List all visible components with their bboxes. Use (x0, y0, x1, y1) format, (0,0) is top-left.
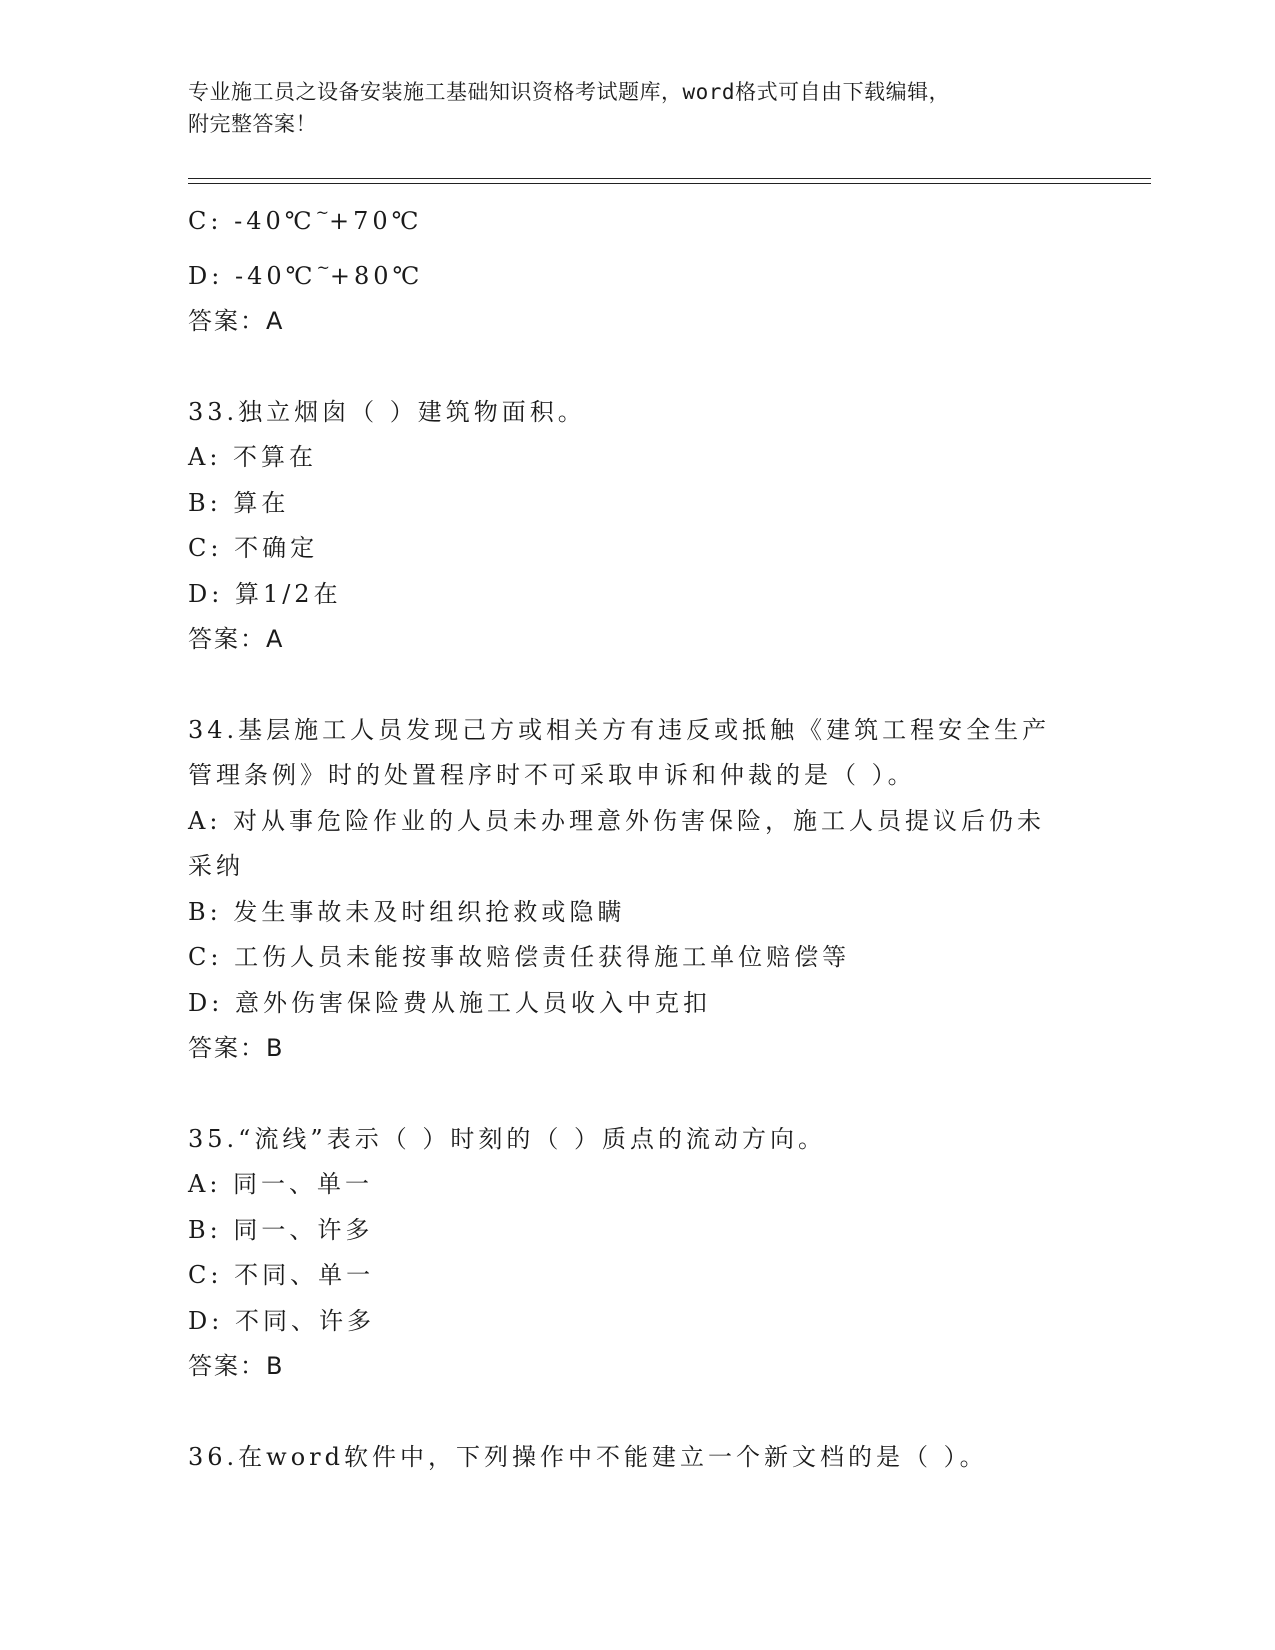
option-label: C: (188, 207, 223, 235)
q34-option-d: D: 意外伤害保险费从施工人员收入中克扣 (188, 988, 711, 1017)
q33-option-b: B: 算在 (188, 488, 290, 517)
q34-option-c: C: 工伤人员未能按事故赔偿责任获得施工单位赔偿等 (188, 943, 851, 971)
q33-stem: 33.独立烟囱（ ）建筑物面积。 (188, 397, 586, 426)
q34-option-b: B: 发生事故未及时组织抢救或隐瞒 (188, 897, 626, 926)
q35-answer: 答案：B (188, 1352, 285, 1380)
q34-option-a-line-2: 采纳 (188, 852, 244, 880)
tilde-mark: ~ (316, 257, 330, 277)
q32-option-d (188, 245, 1088, 300)
q35-option-a: A: 同一、单一 (188, 1170, 374, 1198)
option-value-start: -40℃ (234, 261, 317, 290)
q34-answer: 答案：B (188, 1034, 285, 1062)
q33-answer: 答案：A (188, 625, 285, 653)
q35-option-d: D: 不同、许多 (188, 1306, 375, 1335)
q32-option-c (188, 190, 1088, 245)
option-value-end: +80℃ (329, 261, 424, 290)
header-divider-top (188, 178, 1151, 179)
header-line-2: 附完整答案！ (188, 112, 317, 136)
q33-option-d: D: 算1/2在 (188, 579, 342, 608)
q34-stem-line-1: 34.基层施工人员发现己方或相关方有违反或抵触《建筑工程安全生产 (188, 715, 1051, 744)
option-value-end: +70℃ (329, 207, 423, 235)
q33-option-a: A: 不算在 (188, 443, 318, 471)
tilde-mark: ~ (315, 203, 329, 222)
q32-answer: 答案：A (188, 307, 285, 335)
q34-stem-line-2: 管理条例》时的处置程序时不可采取申诉和仲裁的是（ ）。 (188, 761, 916, 789)
q35-option-c: C: 不同、单一 (188, 1261, 375, 1289)
q36-stem: 36.在word软件中，下列操作中不能建立一个新文档的是（ ）。 (188, 1442, 988, 1471)
header-divider-bottom (188, 183, 1151, 184)
q35-option-b: B: 同一、许多 (188, 1215, 374, 1244)
question-content (188, 190, 1088, 1480)
option-label: D: (188, 261, 224, 290)
q35-stem: 35.“流线”表示（ ）时刻的（ ）质点的流动方向。 (188, 1124, 826, 1153)
document-header (188, 76, 1068, 140)
q34-option-a-line-1: A: 对从事危险作业的人员未办理意外伤害保险，施工人员提议后仍未 (188, 806, 1046, 835)
q33-option-c: C: 不确定 (188, 534, 319, 562)
option-value-start: -40℃ (234, 207, 316, 235)
header-line-1: 专业施工员之设备安装施工基础知识资格考试题库，word格式可自由下载编辑， (188, 80, 951, 104)
